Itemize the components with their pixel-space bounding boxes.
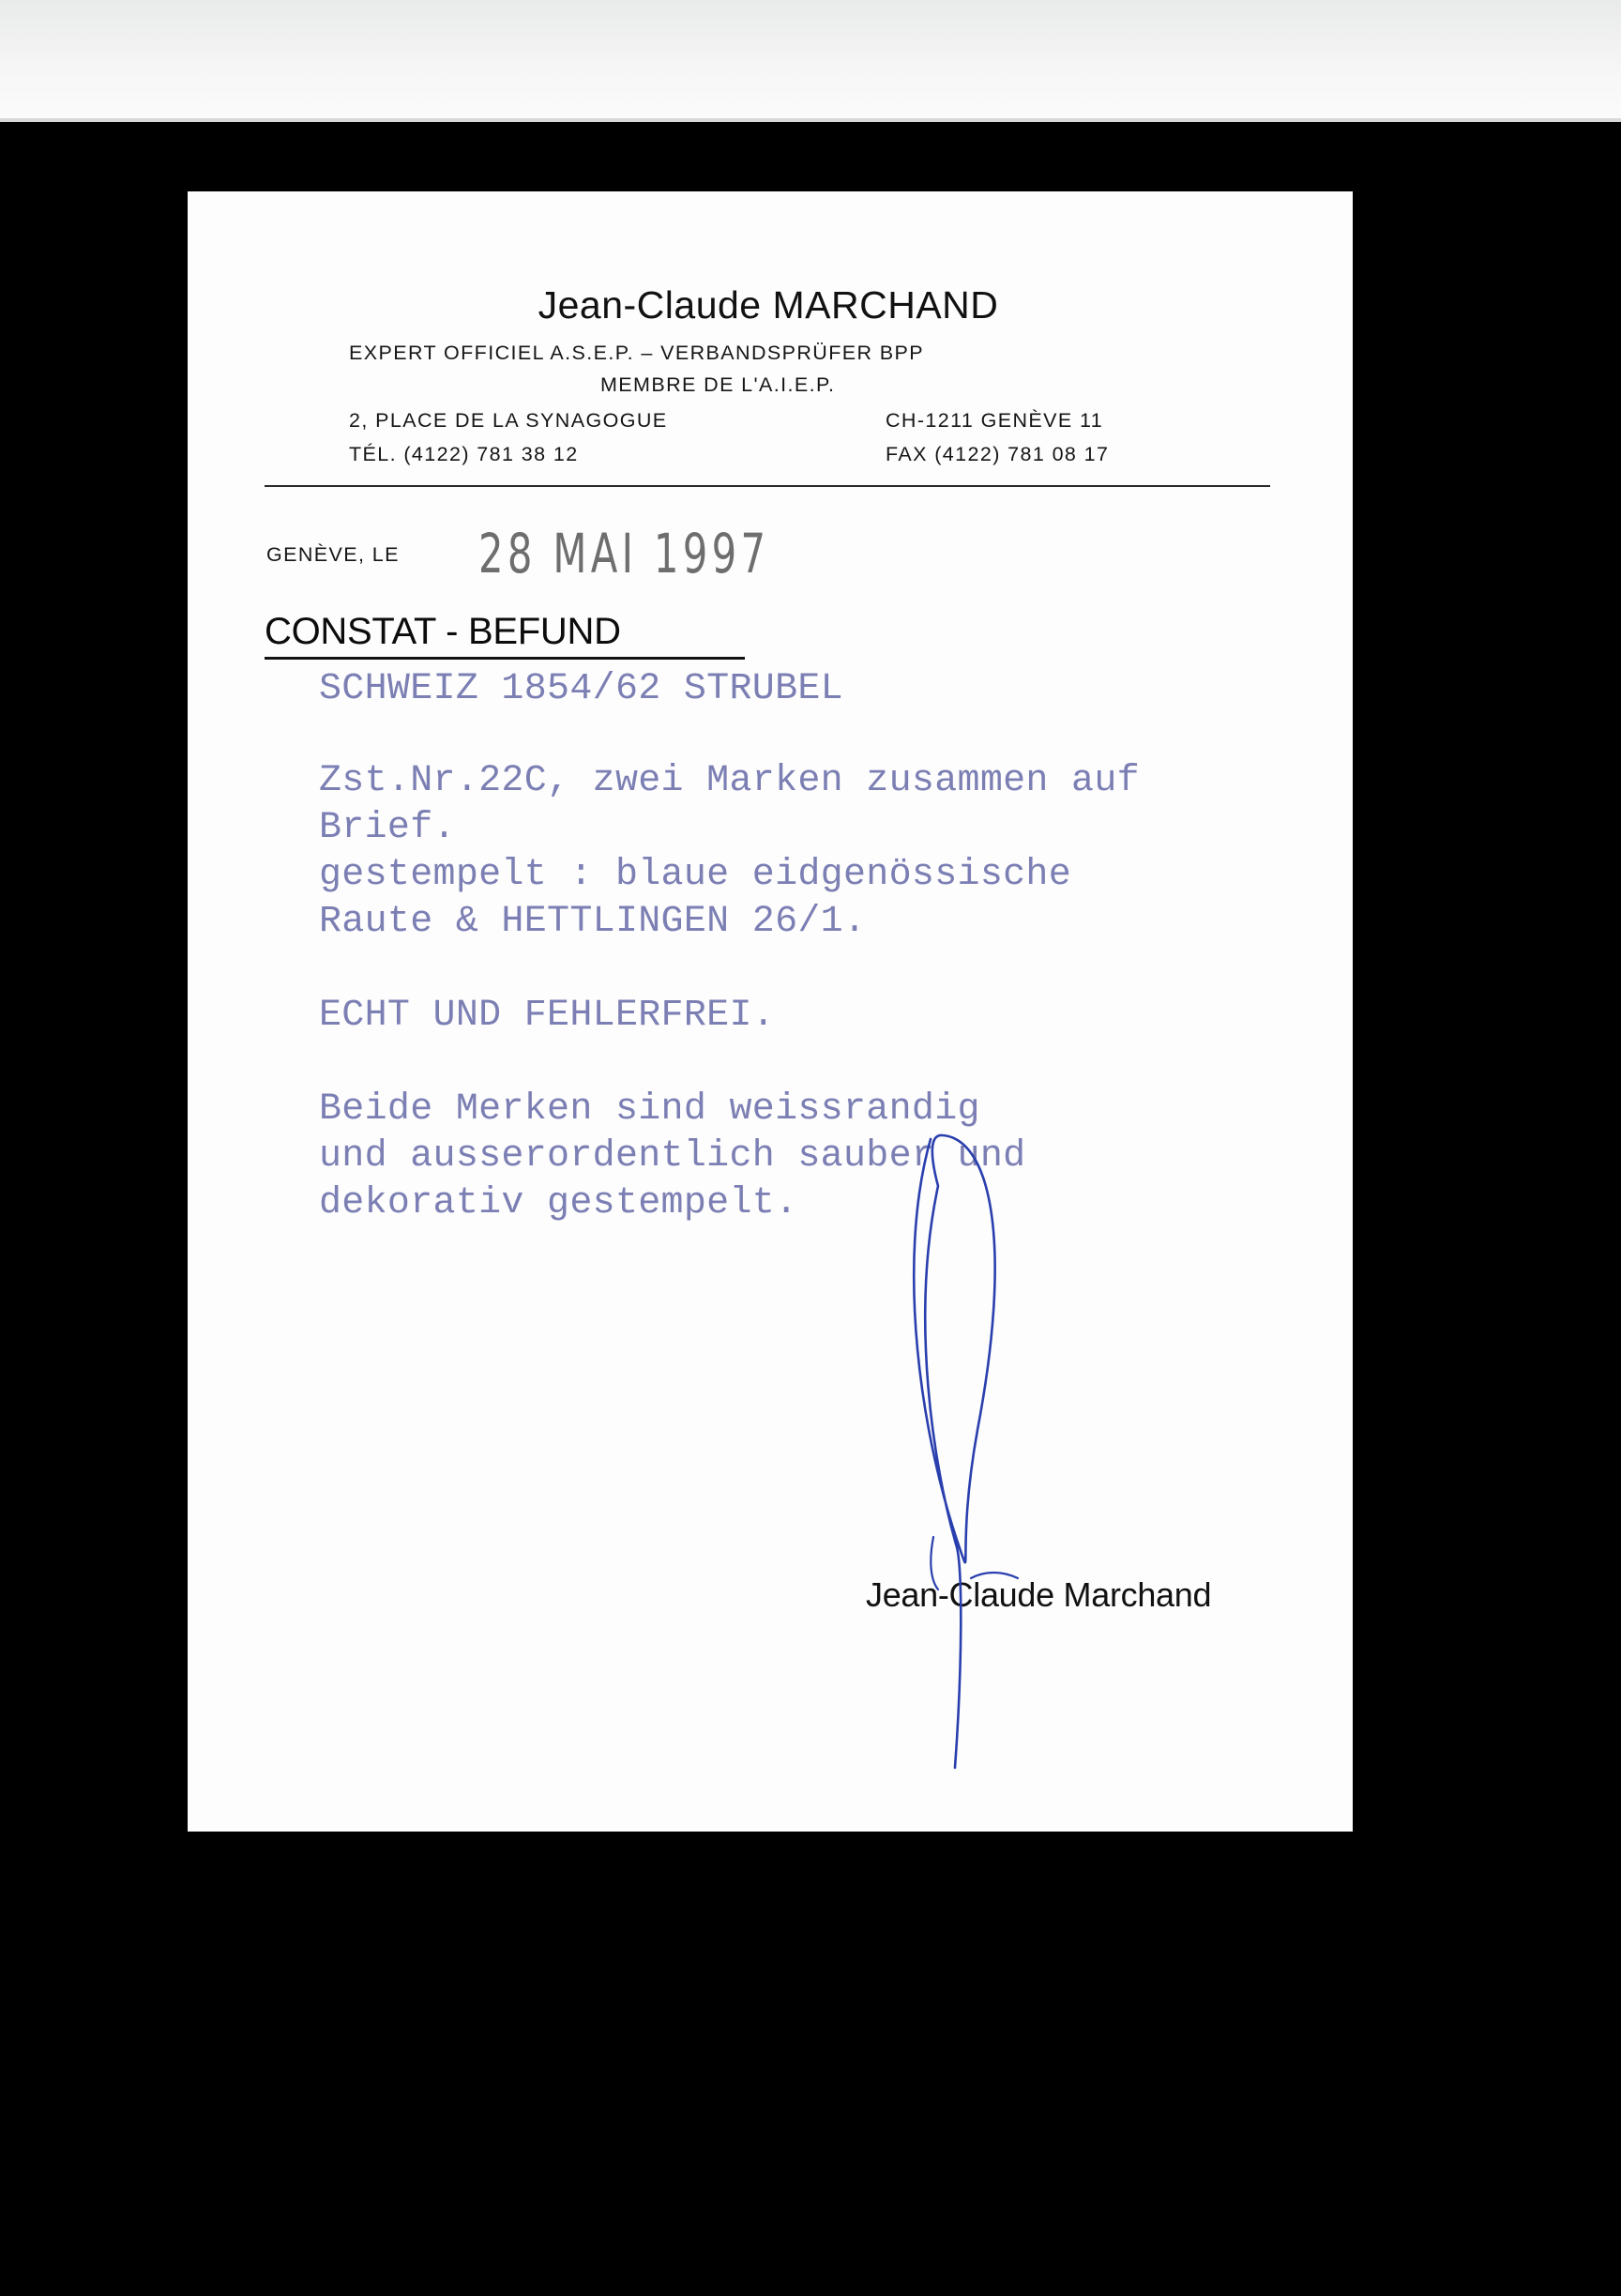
member-line: MEMBRE DE L'A.I.E.P.	[600, 373, 836, 396]
fax: FAX (4122) 781 08 17	[886, 443, 1110, 465]
body-line: und ausserordentlich sauber und	[319, 1135, 1026, 1178]
date-stamp: 28 MAI 1997	[478, 522, 770, 585]
scanner-top-strip	[0, 0, 1621, 122]
phone: TÉL. (4122) 781 38 12	[349, 443, 579, 465]
handwritten-signature	[188, 191, 1353, 1832]
stamp-issue-line: SCHWEIZ 1854/62 STRUBEL	[319, 668, 843, 710]
body-line: gestempelt : blaue eidgenössische	[319, 854, 1072, 896]
body-line: Raute & HETTLINGEN 26/1.	[319, 901, 867, 943]
city: CH-1211 GENÈVE 11	[886, 409, 1104, 432]
body-line: dekorativ gestempelt.	[319, 1182, 798, 1224]
certificate-heading: CONSTAT - BEFUND	[265, 611, 621, 652]
expert-name: Jean-Claude MARCHAND	[538, 283, 999, 327]
signature-printed-name: Jean-Claude Marchand	[866, 1575, 1212, 1614]
address: 2, PLACE DE LA SYNAGOGUE	[349, 409, 668, 432]
body-line: Zst.Nr.22C, zwei Marken zusammen auf	[319, 760, 1140, 802]
expert-title: EXPERT OFFICIEL A.S.E.P. – VERBANDSPRÜFER BPP	[349, 342, 925, 364]
certificate-sheet	[188, 191, 1353, 1832]
verdict-line: ECHT UND FEHLERFREI.	[319, 995, 776, 1037]
body-line: Brief.	[319, 807, 456, 849]
body-line: Beide Merken sind weissrandig	[319, 1088, 980, 1131]
date-label: GENÈVE, LE	[266, 543, 400, 566]
